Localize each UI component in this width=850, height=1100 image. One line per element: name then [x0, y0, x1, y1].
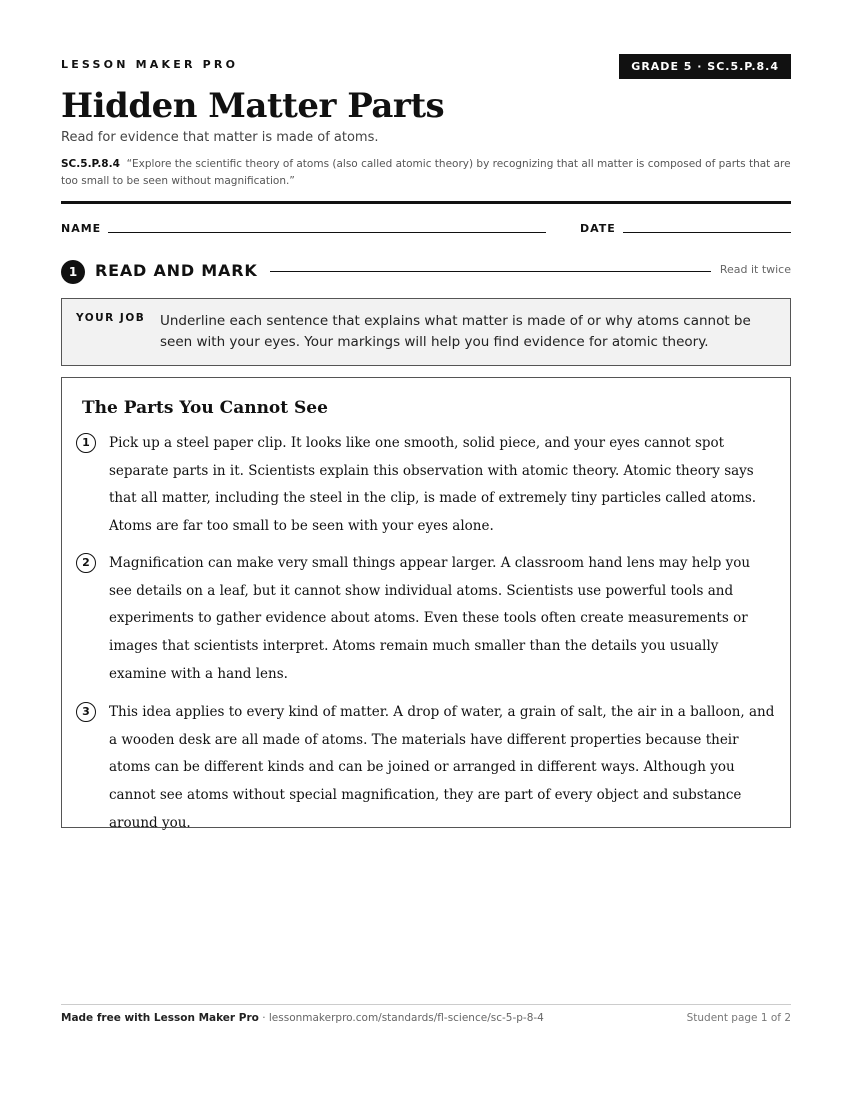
reading-title: The Parts You Cannot See	[82, 398, 328, 418]
date-label: DATE	[580, 222, 616, 235]
section-title: READ AND MARK	[95, 261, 258, 280]
standard-text: “Explore the scientific theory of atoms (also called atomic theory) by recognizing that all matter is composed of parts that are too small to be seen without magnification.”	[61, 158, 791, 187]
page-subtitle: Read for evidence that matter is made of atoms.	[61, 130, 379, 145]
paragraph-number-2: 2	[76, 553, 96, 573]
your-job-box	[61, 298, 791, 366]
page-title: Hidden Matter Parts	[61, 86, 445, 126]
section-divider	[270, 271, 711, 272]
worksheet-page	[61, 0, 791, 1100]
name-field[interactable]	[108, 232, 546, 233]
section-note: Read it twice	[719, 263, 791, 276]
brand-name: LESSON MAKER PRO	[61, 58, 239, 71]
reading-passage-box	[61, 377, 791, 831]
standard-code: SC.5.P.8.4	[61, 158, 120, 170]
header-divider	[61, 201, 791, 204]
date-field[interactable]	[623, 232, 791, 233]
grade-standard-badge: GRADE 5 · SC.5.P.8.4	[619, 54, 791, 79]
section-number-badge: 1	[61, 260, 85, 284]
your-job-instructions: Underline each sentence that explains what matter is made of or why atoms cannot be seen with your eyes. Your markings will help you find evidence for atomic theory.	[160, 313, 751, 350]
name-label: NAME	[61, 222, 102, 235]
paragraph-1: Pick up a steel paper clip. It looks like one smooth, solid piece, and your eyes cannot spot separate parts in it. Scientists explain this observation with atomic theory. Atomic theory says that all matter, including the steel in the clip, is made of extremely tiny particles called atoms. Atoms are far too small to be seen with your eyes alone.	[109, 435, 757, 535]
paragraph-3: This idea applies to every kind of matter. A drop of water, a grain of salt, the air in a balloon, and a wooden desk are all made of atoms. The materials have different properties because their atoms can be different kinds and can be joined or arranged in different ways. Although you cannot see atoms without special magnification, they are part of every object and substance around you.	[109, 704, 775, 831]
footer-page-number: Student page 1 of 2	[686, 1012, 791, 1024]
paragraph-2: Magnification can make very small things appear larger. A classroom hand lens may help you see details on a leaf, but it cannot show individual atoms. Scientists use powerful tools and experiments to gather evidence about atoms. Even these tools often create measurements or images that scientists interpret. Atoms remain much smaller than the details you usually examine with a hand lens.	[109, 555, 751, 682]
footer-divider	[61, 1004, 791, 1005]
paragraph-number-3: 3	[76, 702, 96, 722]
footer-credit	[61, 1012, 544, 1024]
standard-statement	[61, 156, 791, 190]
your-job-label: YOUR JOB	[76, 312, 146, 324]
paragraph-number-1: 1	[76, 433, 96, 453]
footer-made-with: Made free with Lesson Maker Pro	[61, 1012, 259, 1024]
footer-url: · lessonmakerpro.com/standards/fl-science/sc-5-p-8-4	[258, 1012, 544, 1024]
